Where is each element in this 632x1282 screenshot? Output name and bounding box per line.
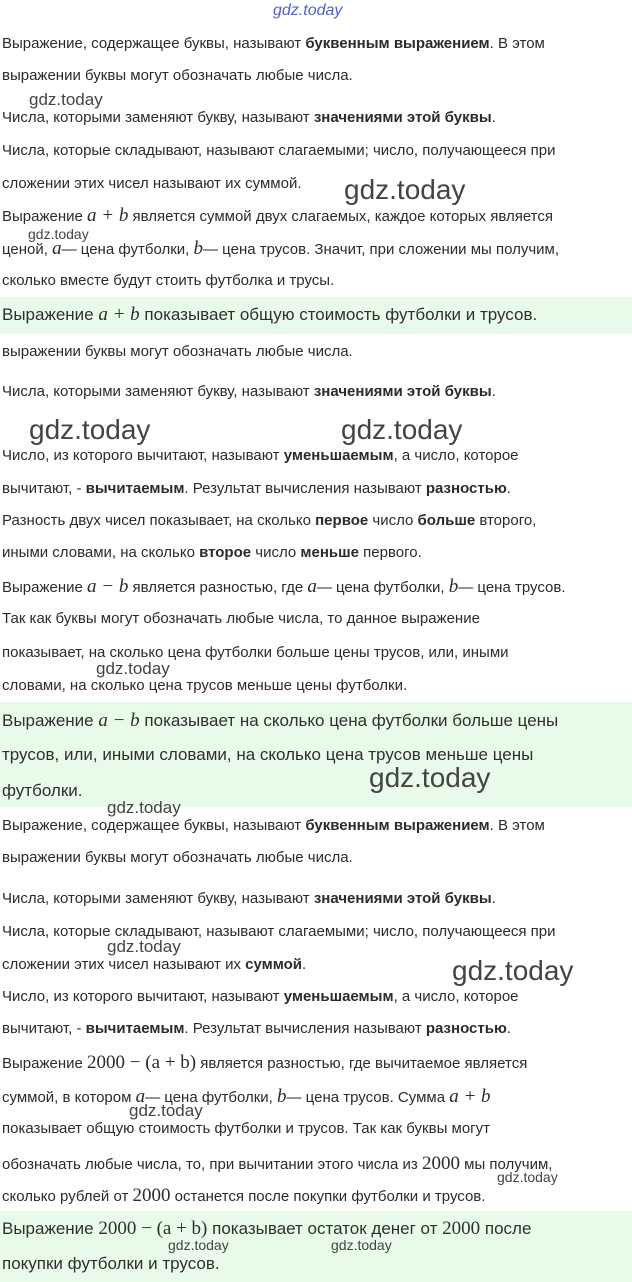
watermark: gdz.today <box>28 226 89 242</box>
watermark: gdz.today <box>96 659 170 678</box>
text-line: показывает общую стоимость футболки и трусов. Так как буквы могут <box>2 1120 491 1137</box>
watermark: gdz.today <box>29 90 103 109</box>
text-line: сколько вместе будут стоить футболка и трусы. <box>2 272 335 289</box>
text-line: выражении буквы могут обозначать любые числа. <box>2 67 353 84</box>
watermark: gdz.today <box>452 955 574 986</box>
text-line: вычитают, - вычитаемым. Результат вычисления называют разностью. <box>2 1020 511 1037</box>
highlight-line: Выражение a − b показывает на сколько цена футболки больше цены <box>2 710 559 731</box>
text-line: Числа, которыми заменяют букву, называют значениями этой буквы. <box>2 383 496 400</box>
text-line: суммой, в котором a— цена футболки, b— цена трусов. Сумма a + b <box>2 1086 491 1107</box>
watermark: gdz.today <box>369 762 491 793</box>
text-line: сложении этих чисел называют их суммой. <box>2 956 307 973</box>
watermark: gdz.today <box>331 1237 392 1253</box>
text-line: Числа, которые складывают, называют слагаемыми; число, получающееся при <box>2 923 556 940</box>
text-line: Числа, которые складывают, называют слагаемыми; число, получающееся при <box>2 142 556 159</box>
watermark: gdz.today <box>107 937 181 956</box>
text-line: обозначать любые числа, то, при вычитании этого числа из 2000 мы получим, <box>2 1153 553 1174</box>
highlight-box <box>0 297 632 334</box>
watermark: gdz.today <box>168 1237 229 1253</box>
highlight-line: футболки. <box>2 781 83 800</box>
watermark: gdz.today <box>29 414 151 445</box>
text-line: сколько рублей от 2000 останется после покупки футболки и трусов. <box>2 1185 486 1206</box>
watermark-top: gdz.today <box>273 2 343 19</box>
text-line: вычитают, - вычитаемым. Результат вычисления называют разностью. <box>2 480 511 497</box>
text-line: Числа, которыми заменяют букву, называют значениями этой буквы. <box>2 109 496 126</box>
highlight-line: трусов, или, иными словами, на сколько цена трусов меньше цены <box>2 745 534 764</box>
text-line: Выражение 2000 − (a + b) является разностью, где вычитаемое является <box>2 1052 528 1073</box>
highlight-line: Выражение a + b показывает общую стоимость футболки и трусов. <box>2 304 538 325</box>
text-line: ценой, a— цена футболки, b— цена трусов. Значит, при сложении мы получим, <box>2 238 560 259</box>
text-line: иными словами, на сколько второе число меньше первого. <box>2 544 422 561</box>
text-line: Числа, которыми заменяют букву, называют значениями этой буквы. <box>2 890 496 907</box>
highlight-box <box>0 1211 632 1282</box>
text-line: выражении буквы могут обозначать любые числа. <box>2 849 353 866</box>
text-line: словами, на сколько цена трусов меньше цены футболки. <box>2 677 408 694</box>
highlight-box <box>0 702 632 807</box>
watermark: gdz.today <box>344 174 466 205</box>
text-line: Число, из которого вычитают, называют уменьшаемым, а число, которое <box>2 988 519 1005</box>
text-line: Выражение a − b является разностью, где a— цена футболки, b— цена трусов. <box>2 576 566 597</box>
text-line: Выражение, содержащее буквы, называют буквенным выражением. В этом <box>2 35 545 52</box>
watermark: gdz.today <box>129 1101 203 1120</box>
highlight-line: покупки футболки и трусов. <box>2 1254 220 1273</box>
text-line: показывает, на сколько цена футболки больше цены трусов, или, иными <box>2 644 509 661</box>
text-line: Число, из которого вычитают, называют уменьшаемым, а число, которое <box>2 447 519 464</box>
watermark: gdz.today <box>497 1169 558 1185</box>
text-line: Выражение, содержащее буквы, называют буквенным выражением. В этом <box>2 817 545 834</box>
text-line: Так как буквы могут обозначать любые числа, то данное выражение <box>2 610 480 627</box>
text-line: Разность двух чисел показывает, на сколько первое число больше второго, <box>2 512 537 529</box>
text-line: Выражение a + b является суммой двух слагаемых, каждое которых является <box>2 205 553 226</box>
text-line: выражении буквы могут обозначать любые числа. <box>2 343 353 360</box>
watermark: gdz.today <box>107 798 181 817</box>
text-line: сложении этих чисел называют их суммой. <box>2 175 302 192</box>
watermark: gdz.today <box>341 414 463 445</box>
highlight-line: Выражение 2000 − (a + b) показывает остаток денег от 2000 после <box>2 1218 532 1239</box>
